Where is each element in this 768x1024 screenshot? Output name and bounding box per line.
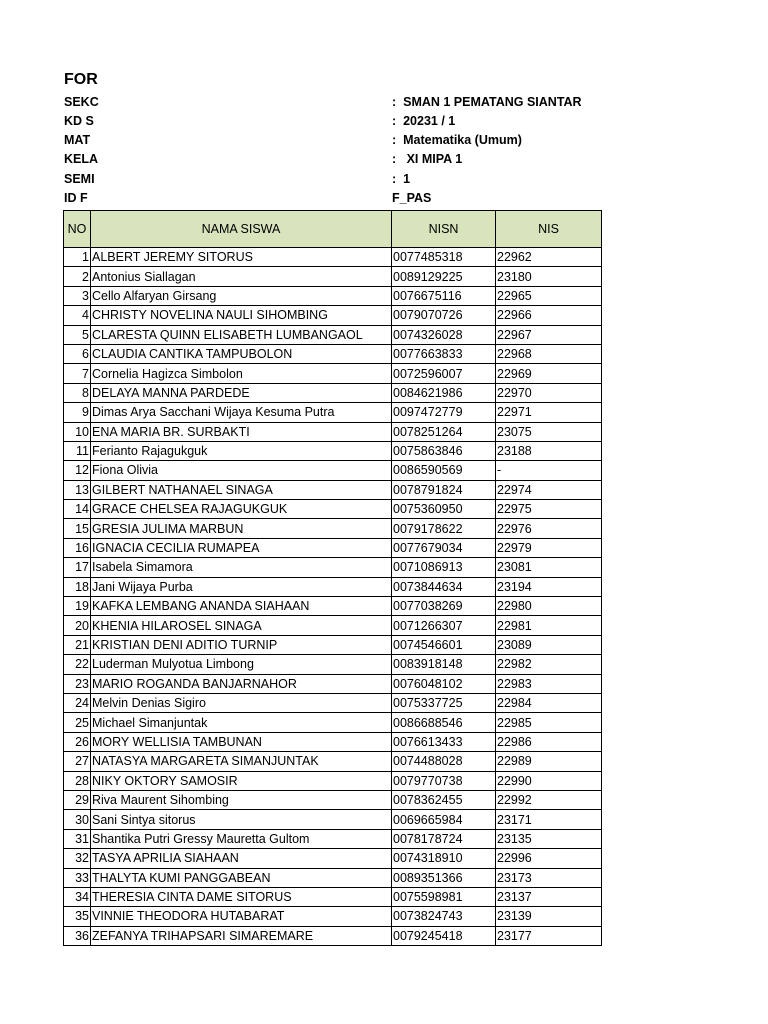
table-body [64,248,602,946]
meta-label: SEMI [64,172,95,186]
student-table [63,210,602,946]
table-row [64,383,602,402]
cell-nisn[interactable]: 0075360950 [392,500,496,519]
cell-name[interactable]: Shantika Putri Gressy Mauretta Gultom [91,829,392,848]
cell-nis[interactable]: 22996 [496,849,602,868]
cell-nis[interactable]: 23188 [496,441,602,460]
cell-no[interactable]: 26 [64,732,91,751]
cell-nisn[interactable]: 0073844634 [392,577,496,596]
cell-name[interactable]: TASYA APRILIA SIAHAAN [91,849,392,868]
cell-no[interactable]: 2 [64,267,91,286]
cell-nisn[interactable]: 0079070726 [392,306,496,325]
cell-nis[interactable]: 22980 [496,597,602,616]
cell-nisn[interactable]: 0077679034 [392,538,496,557]
cell-nis[interactable]: 22968 [496,344,602,363]
cell-nisn[interactable]: 0072596007 [392,364,496,383]
cell-name[interactable]: ALBERT JEREMY SITORUS [91,248,392,267]
meta-row [0,150,768,169]
cell-nisn[interactable]: 0074326028 [392,325,496,344]
table-row [64,500,602,519]
cell-no[interactable]: 5 [64,325,91,344]
cell-nisn[interactable]: 0071266307 [392,616,496,635]
meta-row [0,131,768,150]
cell-nisn[interactable]: 0086590569 [392,461,496,480]
cell-name[interactable]: MARIO ROGANDA BANJARNAHOR [91,674,392,693]
cell-nisn[interactable]: 0074488028 [392,752,496,771]
table-row [64,558,602,577]
cell-nis[interactable]: 22976 [496,519,602,538]
meta-value: : 20231 / 1 [392,114,456,128]
cell-name[interactable]: Ferianto Rajagukguk [91,441,392,460]
cell-name[interactable]: CLARESTA QUINN ELISABETH LUMBANGAOL [91,325,392,344]
meta-value: : XI MIPA 1 [392,152,463,166]
cell-no[interactable]: 27 [64,752,91,771]
cell-nis[interactable]: 23135 [496,829,602,848]
cell-no[interactable]: 19 [64,597,91,616]
meta-value: : SMAN 1 PEMATANG SIANTAR [392,95,582,109]
cell-no[interactable]: 18 [64,577,91,596]
cell-nisn[interactable]: 0076675116 [392,286,496,305]
cell-name[interactable]: MORY WELLISIA TAMBUNAN [91,732,392,751]
cell-nisn[interactable]: 0075863846 [392,441,496,460]
table-row [64,771,602,790]
cell-no[interactable]: 22 [64,655,91,674]
table-row [64,286,602,305]
cell-nis[interactable]: 22992 [496,790,602,809]
cell-no[interactable]: 36 [64,926,91,945]
cell-nisn[interactable]: 0074318910 [392,849,496,868]
cell-nisn[interactable]: 0071086913 [392,558,496,577]
cell-no[interactable]: 28 [64,771,91,790]
form-title: FOR [64,71,98,88]
cell-name[interactable]: ZEFANYA TRIHAPSARI SIMAREMARE [91,926,392,945]
table-row [64,461,602,480]
cell-name[interactable]: Cello Alfaryan Girsang [91,286,392,305]
table-row [64,732,602,751]
cell-nis[interactable]: 22985 [496,713,602,732]
cell-name[interactable]: Fiona Olivia [91,461,392,480]
cell-no[interactable]: 4 [64,306,91,325]
table-row [64,597,602,616]
cell-name[interactable]: GILBERT NATHANAEL SINAGA [91,480,392,499]
meta-label: SEKC [64,95,99,109]
cell-no[interactable]: 1 [64,248,91,267]
cell-nisn[interactable]: 0077038269 [392,597,496,616]
cell-no[interactable]: 20 [64,616,91,635]
cell-nis[interactable]: 22971 [496,403,602,422]
cell-name[interactable]: Antonius Siallagan [91,267,392,286]
table-row [64,325,602,344]
header-nis[interactable]: NIS [496,211,602,248]
cell-nisn[interactable]: 0076048102 [392,674,496,693]
cell-nisn[interactable]: 0079178622 [392,519,496,538]
cell-no[interactable]: 23 [64,674,91,693]
cell-nis[interactable]: 22967 [496,325,602,344]
meta-label: KELA [64,152,99,166]
cell-nisn[interactable]: 0078178724 [392,829,496,848]
cell-name[interactable]: Luderman Mulyotua Limbong [91,655,392,674]
meta-row [0,170,768,189]
cell-nis[interactable]: 22966 [496,306,602,325]
table-row [64,693,602,712]
cell-no[interactable]: 8 [64,383,91,402]
cell-nis[interactable]: 23081 [496,558,602,577]
table-row [64,577,602,596]
cell-name[interactable]: KRISTIAN DENI ADITIO TURNIP [91,635,392,654]
table-row [64,441,602,460]
cell-nis[interactable]: 23180 [496,267,602,286]
meta-row [0,112,768,131]
cell-nisn[interactable]: 0075598981 [392,887,496,906]
table-row [64,868,602,887]
cell-name[interactable]: THERESIA CINTA DAME SITORUS [91,887,392,906]
cell-nis[interactable]: 23171 [496,810,602,829]
cell-no[interactable]: 32 [64,849,91,868]
cell-nisn[interactable]: 0084621986 [392,383,496,402]
cell-name[interactable]: Cornelia Hagizca Simbolon [91,364,392,383]
cell-nis[interactable]: 22974 [496,480,602,499]
cell-nis[interactable]: 22983 [496,674,602,693]
cell-name[interactable]: NIKY OKTORY SAMOSIR [91,771,392,790]
meta-label: KD S [64,114,94,128]
table-row [64,344,602,363]
cell-name[interactable]: Sani Sintya sitorus [91,810,392,829]
table-row [64,829,602,848]
cell-no[interactable]: 17 [64,558,91,577]
table-row [64,519,602,538]
cell-no[interactable]: 15 [64,519,91,538]
cell-nis[interactable]: 22965 [496,286,602,305]
table-row [64,616,602,635]
cell-nisn[interactable]: 0069665984 [392,810,496,829]
table-row [64,635,602,654]
cell-name[interactable]: DELAYA MANNA PARDEDE [91,383,392,402]
cell-nis[interactable]: 22975 [496,500,602,519]
table-header-row [64,211,602,248]
cell-nis[interactable]: 23137 [496,887,602,906]
header-nisn[interactable]: NISN [392,211,496,248]
cell-nis[interactable]: 23075 [496,422,602,441]
cell-no[interactable]: 3 [64,286,91,305]
table-row [64,538,602,557]
cell-nis[interactable]: 22982 [496,655,602,674]
cell-name[interactable]: Michael Simanjuntak [91,713,392,732]
cell-nisn[interactable]: 0078791824 [392,480,496,499]
table-row [64,887,602,906]
cell-name[interactable]: Dimas Arya Sacchani Wijaya Kesuma Putra [91,403,392,422]
table-row [64,267,602,286]
cell-no[interactable]: 31 [64,829,91,848]
meta-value: : Matematika (Umum) [392,133,522,147]
table-row [64,306,602,325]
table-row [64,713,602,732]
cell-no[interactable]: 7 [64,364,91,383]
header-no[interactable]: NO [64,211,91,248]
cell-no[interactable]: 14 [64,500,91,519]
cell-nis[interactable]: 22986 [496,732,602,751]
cell-nisn[interactable]: 0097472779 [392,403,496,422]
cell-no[interactable]: 24 [64,693,91,712]
table-row [64,810,602,829]
cell-nis[interactable]: 22990 [496,771,602,790]
cell-name[interactable]: Melvin Denias Sigiro [91,693,392,712]
meta-row [0,189,768,208]
cell-nis[interactable]: 23139 [496,907,602,926]
cell-nisn[interactable]: 0078251264 [392,422,496,441]
cell-nis[interactable]: 22984 [496,693,602,712]
cell-nisn[interactable]: 0073824743 [392,907,496,926]
cell-no[interactable]: 29 [64,790,91,809]
cell-nis[interactable]: 22970 [496,383,602,402]
cell-nisn[interactable]: 0089129225 [392,267,496,286]
table-row [64,248,602,267]
cell-nis[interactable]: 22962 [496,248,602,267]
cell-nis[interactable]: 22979 [496,538,602,557]
table-row [64,674,602,693]
cell-name[interactable]: IGNACIA CECILIA RUMAPEA [91,538,392,557]
cell-no[interactable]: 34 [64,887,91,906]
meta-value: F_PAS [392,191,432,205]
meta-value: : 1 [392,172,411,186]
cell-name[interactable]: KAFKA LEMBANG ANANDA SIAHAAN [91,597,392,616]
cell-nisn[interactable]: 0079245418 [392,926,496,945]
table-row [64,403,602,422]
cell-nis[interactable]: - [496,461,602,480]
cell-nis[interactable]: 23177 [496,926,602,945]
cell-nis[interactable]: 22989 [496,752,602,771]
cell-no[interactable]: 33 [64,868,91,887]
meta-label: MAT [64,133,91,147]
cell-name[interactable]: VINNIE THEODORA HUTABARAT [91,907,392,926]
cell-no[interactable]: 13 [64,480,91,499]
cell-name[interactable]: Riva Maurent Sihombing [91,790,392,809]
cell-nisn[interactable]: 0075337725 [392,693,496,712]
meta-label: ID F [64,191,88,205]
cell-nisn[interactable]: 0078362455 [392,790,496,809]
cell-name[interactable]: CHRISTY NOVELINA NAULI SIHOMBING [91,306,392,325]
cell-nisn[interactable]: 0083918148 [392,655,496,674]
table-row [64,926,602,945]
cell-no[interactable]: 6 [64,344,91,363]
cell-nisn[interactable]: 0086688546 [392,713,496,732]
cell-no[interactable]: 10 [64,422,91,441]
cell-nis[interactable]: 23194 [496,577,602,596]
cell-name[interactable]: KHENIA HILAROSEL SINAGA [91,616,392,635]
meta-row [0,93,768,112]
cell-nisn[interactable]: 0076613433 [392,732,496,751]
cell-no[interactable]: 25 [64,713,91,732]
cell-name[interactable]: CLAUDIA CANTIKA TAMPUBOLON [91,344,392,363]
header-name[interactable]: NAMA SISWA [91,211,392,248]
cell-nis[interactable]: 23173 [496,868,602,887]
cell-name[interactable]: GRACE CHELSEA RAJAGUKGUK [91,500,392,519]
cell-no[interactable]: 12 [64,461,91,480]
cell-no[interactable]: 35 [64,907,91,926]
table-row [64,480,602,499]
cell-nisn[interactable]: 0074546601 [392,635,496,654]
table-row [64,790,602,809]
table-row [64,655,602,674]
cell-nis[interactable]: 23089 [496,635,602,654]
cell-nisn[interactable]: 0077663833 [392,344,496,363]
cell-nis[interactable]: 22969 [496,364,602,383]
cell-no[interactable]: 11 [64,441,91,460]
cell-no[interactable]: 21 [64,635,91,654]
table-row [64,752,602,771]
cell-name[interactable]: GRESIA JULIMA MARBUN [91,519,392,538]
cell-nis[interactable]: 22981 [496,616,602,635]
cell-name[interactable]: ENA MARIA BR. SURBAKTI [91,422,392,441]
cell-nisn[interactable]: 0077485318 [392,248,496,267]
cell-name[interactable]: THALYTA KUMI PANGGABEAN [91,868,392,887]
cell-nisn[interactable]: 0079770738 [392,771,496,790]
table-row [64,849,602,868]
table-row [64,422,602,441]
cell-nisn[interactable]: 0089351366 [392,868,496,887]
cell-no[interactable]: 9 [64,403,91,422]
cell-no[interactable]: 30 [64,810,91,829]
table-row [64,364,602,383]
cell-no[interactable]: 16 [64,538,91,557]
table-row [64,907,602,926]
cell-name[interactable]: Isabela Simamora [91,558,392,577]
cell-name[interactable]: Jani Wijaya Purba [91,577,392,596]
cell-name[interactable]: NATASYA MARGARETA SIMANJUNTAK [91,752,392,771]
